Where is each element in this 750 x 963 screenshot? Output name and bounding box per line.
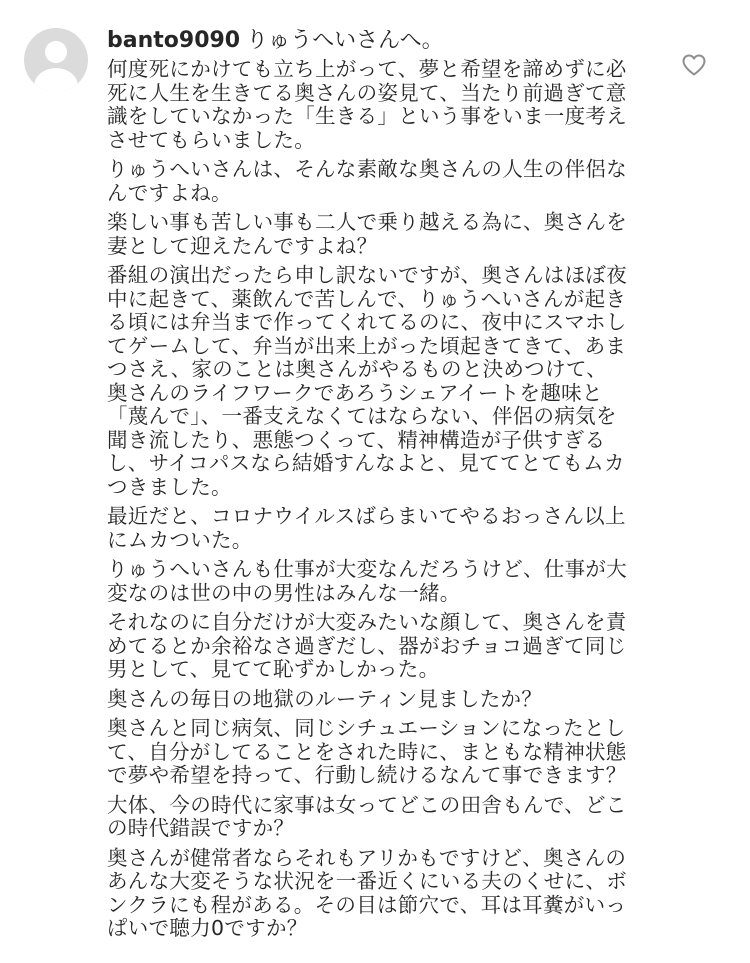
comment-paragraph: 番組の演出だったら申し訳ないですが、奥さんはほぼ夜中に起きて、薬飲んで苦しんで、りゅうへいさんが起きる頃には弁当まで作ってくれてるのに、夜中にスマホしてゲームして、弁当が出来上がった頃起きてきて、あまつさえ、家のことは奥さんがやるものと決めつけて、奥さんのライフワークであろうシェアイートを趣味と「蔑んで」、一番支えなくてはならない、伴侶の病気を聞き流したり、悪態つくって、精神構造が子供すぎるし、サイコパスなら結婚すんなよと、見ててとてもムカつきました。 xyxy=(107,263,627,499)
comment-paragraph: それなのに自分だけが大変みたいな顔して、奥さんを責めてるとか余裕なさ過ぎだし、器がおチョコ過ぎて同じ男として、見てて恥ずかしかった。 xyxy=(107,610,627,681)
comment-paragraph: 奥さんの毎日の地獄のルーティン見ましたか？ xyxy=(107,686,543,711)
default-avatar-icon xyxy=(45,41,67,63)
avatar-shoulders xyxy=(34,68,78,92)
avatar[interactable] xyxy=(24,28,88,92)
comment-paragraph: 奥さんが健常者ならそれもアリかもですけど、奥さんのあんな大変そうな状況を一番近くにいる夫のくせに、ボンクラにも程がある。その目は節穴で、耳は耳糞がいっぱいで聴力0ですか？ xyxy=(107,845,627,940)
comment-paragraph: 奥さんと同じ病気、同じシチュエーションになったとして、自分がしてることをされた時に、まともな精神状態で夢や希望を持って、行動し続けるなんて事できます？ xyxy=(107,716,627,787)
username-link[interactable]: banto9090 xyxy=(107,28,241,53)
like-button[interactable] xyxy=(681,53,707,77)
heart-outline-icon xyxy=(681,53,707,77)
comment-header xyxy=(107,26,627,55)
comment-paragraph: 何度死にかけても立ち上がって、夢と希望を諦めずに必死に人生を生きてる奥さんの姿見て、当たり前過ぎて意識をしていなかった「生きる」という事をいま一度考えさせてもらいました。 xyxy=(107,57,627,152)
comment-paragraph: 楽しい事も苦しい事も二人で乗り越える為に、奥さんを妻として迎えたんですよね？ xyxy=(107,210,627,258)
comment-paragraph: 大体、今の時代に家事は女ってどこの田舎もんで、どこの時代錯誤ですか？ xyxy=(107,792,627,840)
comment-paragraph: 最近だと、コロナウイルスばらまいてやるおっさん以上にムカついた。 xyxy=(107,504,626,552)
comment-paragraph: りゅうへいさんは、そんな素敵な奥さんの人生の伴侶なんですよね。 xyxy=(107,157,627,205)
comment-paragraph: りゅうへいさんも仕事が大変なんだろうけど、仕事が大変なのは世の中の男性はみんな一緒。 xyxy=(107,557,627,605)
comment-body xyxy=(107,26,627,947)
comment-greeting: りゅうへいさんへ。 xyxy=(246,28,444,53)
